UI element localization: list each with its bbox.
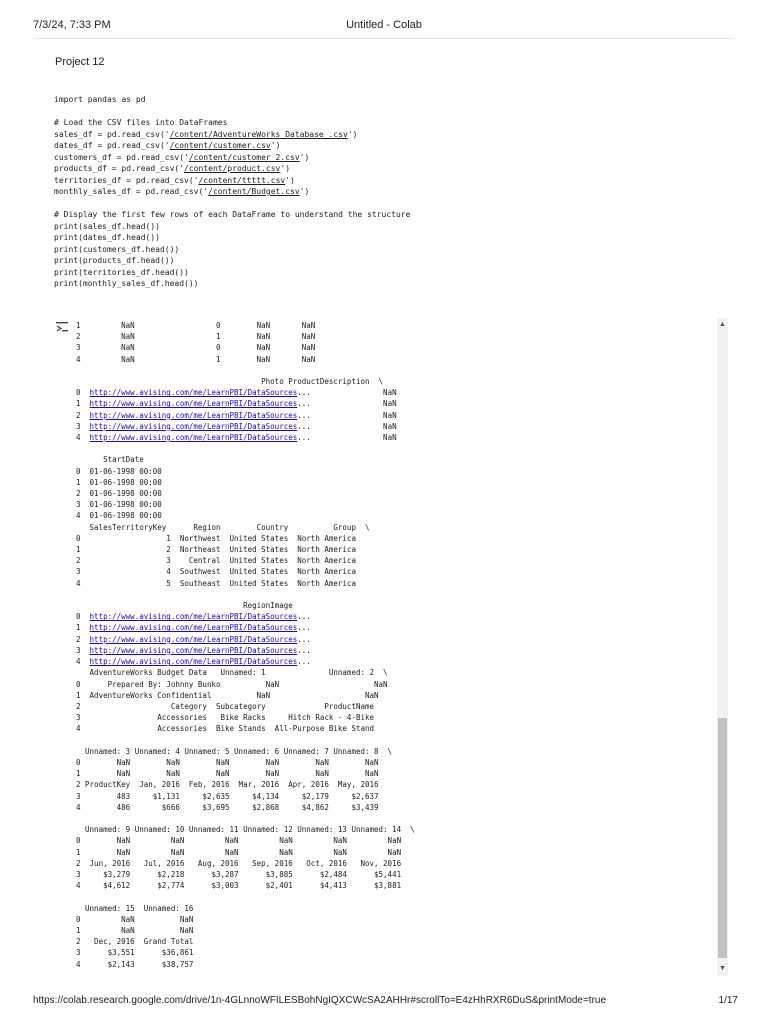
output-scrollbar[interactable] xyxy=(717,318,728,976)
region-link[interactable]: http://www.avising.com/me/LearnPBI/DataSources xyxy=(89,612,298,622)
csv-path: /content/product.csv xyxy=(184,164,281,173)
csv-path: /content/customer.csv xyxy=(169,141,271,150)
photo-link[interactable]: http://www.avising.com/me/LearnPBI/DataSources xyxy=(89,421,298,431)
photo-header: Photo ProductDescription \ xyxy=(76,377,384,387)
code-print-line: print(products_df.head()) xyxy=(54,256,175,265)
code-comment-display: # Display the first few rows of each DataFrame to understand the structure xyxy=(54,210,411,219)
print-page-number: 1/17 xyxy=(718,995,738,1006)
cell-output: 1 NaN 0 NaN NaN 2 NaN 1 NaN NaN 3 NaN 0 NaN NaN 4 NaN 1 NaN NaN Photo ProductDescription \ 0 http://www.avising.com/me/LearnPBI/DataSources... NaN 1 http://www.avising.com/me/LearnPBI/DataSources... NaN 2 http://www.avising.com/me/LearnPBI/DataSources... NaN 3 http://www.avising.com/me/LearnPBI/DataSources... NaN 4 http://www.avising.com/me/LearnPBI/DataSources... NaN StartDate 0 01-06-1998 00:00 1 01-06-1998 00:00 2 01-06-1998 00:00 3 01-06-1998 00:00 4 01-06-1998 00:00 SalesTerritoryKey Region Country Group \ 0 1 Northwest United States North America 1 2 Northeast United States North America 2 3 Central United States North America 3 4 Southwest United States North America 4 5 Southeast United States North America RegionImage 0 http://www.avising.com/me/LearnPBI/DataSources... 1 http://www.avising.com/me/LearnPBI/DataSources... 2 http://www.avising.com/me/LearnPBI/DataSources... 3 http://www.avising.com/me/LearnPBI/DataSources... 4 http://www.avising.com/me/LearnPBI/DataSources... AdventureWorks Budget Data Unnamed: 1 Unnamed: 2 \ 0 Prepared By: Johnny Bunko NaN NaN 1 AdventureWorks Confidential NaN NaN 2 Category Subcategory ProductName 3 Accessories Bike Racks Hitch Rack - 4-Bike 4 Accessories Bike Stands All-Purpose Bike Stand Unnamed: 3 Unnamed: 4 Unnamed: 5 Unnamed: 6 Unnamed: 7 Unnamed: 8 \ 0 NaN NaN NaN NaN NaN NaN 1 NaN NaN NaN NaN NaN NaN 2 ProductKey Jan, 2016 Feb, 2016 Mar, 2016 Apr, 2016 May, 2016 3 483 $1,131 $2,635 $4,134 $2,179 $2,637 4 486 $666 $3,695 $2,868 $4,862 $3,439 Unnamed: 9 Unnamed: 10 Unnamed: 11 Unnamed: 12 Unnamed: 13 Unnamed: 14 \ 0 NaN NaN NaN NaN NaN NaN 1 NaN NaN NaN NaN NaN NaN 2 Jun, 2016 Jul, 2016 Aug, 2016 Sep, 2016 Oct, 2016 Nov, 2016 3 $3,279 $2,218 $3,287 $3,885 $2,484 $5,441 4 $4,612 $2,774 $3,003 $2,401 $4,413 $3,881 Unnamed: 15 Unnamed: 16 0 NaN NaN 1 NaN NaN 2 Dec, 2016 Grand Total 3 $3,551 $36,861 4 $2,143 $38,757 xyxy=(76,321,415,969)
csv-path: /content/AdventureWorks_Database_.csv xyxy=(169,129,348,139)
code-print-line: print(territories_df.head()) xyxy=(54,267,189,277)
budget-table: AdventureWorks Budget Data Unnamed: 1 Unnamed: 2 \ 0 Prepared By: Johnny Bunko NaN NaN 1 AdventureWorks Confidential NaN NaN 2 Category Subcategory ProductName 3 Accessories Bike Racks Hitch Rack - 4-Bike 4 Accessories Bike Stands All-Purpose Bike Stand Unnamed: 3 Unnamed: 4 Unnamed: 5 Unnamed: 6 Unnamed: 7 Unnamed: 8 \ 0 NaN NaN NaN NaN NaN NaN 1 NaN NaN NaN NaN NaN NaN 2 ProductKey Jan, 2016 Feb, 2016 Mar, 2016 Apr, 2016 May, 2016 3 483 $1,131 $2,635 $4,134 $2,179 $2,637 4 486 $666 $3,695 $2,868 $4,862 $3,439 Unnamed: 9 Unnamed: 10 Unnamed: 11 Unnamed: 12 Unnamed: 13 Unnamed: 14 \ 0 NaN NaN NaN NaN NaN NaN 1 NaN NaN NaN NaN NaN NaN 2 Jun, 2016 Jul, 2016 Aug, 2016 Sep, 2016 Oct, 2016 Nov, 2016 3 $3,279 $2,218 $3,287 $3,885 $2,484 $5,441 4 $4,612 $2,774 $3,003 $2,401 $4,413 $3,881 Unnamed: 15 Unnamed: 16 0 NaN NaN 1 NaN NaN 2 Dec, 2016 Grand Total 3 $3,551 $36,861 4 $2,143 $38,757 xyxy=(76,668,415,969)
code-comment-load: # Load the CSV files into DataFrames xyxy=(54,118,228,127)
code-cell[interactable] xyxy=(54,94,410,290)
code-load-line: monthly_sales_df = pd.read_csv('/content/Budget.csv') xyxy=(54,187,310,196)
csv-path: /content/ttttt.csv xyxy=(198,175,286,185)
header-divider xyxy=(34,38,734,39)
print-datetime: 7/3/24, 7:33 PM xyxy=(33,19,111,31)
scroll-down-icon[interactable]: ▼ xyxy=(719,965,726,972)
output-row: 3 NaN 0 NaN NaN xyxy=(76,343,316,353)
output-row: 4 NaN 1 NaN NaN xyxy=(76,354,316,364)
territory-table: SalesTerritoryKey Region Country Group \ 0 1 Northwest United States North America 1 2 Northeast United States North America 2 3 Central United States North America 3 4 Southwest United States North America 4 5 Southeast United States North America xyxy=(76,522,370,588)
print-page-title: Untitled - Colab xyxy=(346,19,422,31)
code-load-line: customers_df = pd.read_csv('/content/customer_2.csv') xyxy=(54,152,310,162)
code-load-line: sales_df = pd.read_csv('/content/AdventureWorks_Database_.csv') xyxy=(54,129,358,139)
region-link[interactable]: http://www.avising.com/me/LearnPBI/DataSources xyxy=(89,657,298,667)
photo-link[interactable]: http://www.avising.com/me/LearnPBI/DataSources xyxy=(89,410,298,420)
notebook-cell-title: Project 12 xyxy=(55,56,105,68)
output-toggle-icon[interactable] xyxy=(55,320,69,334)
code-import-line: import pandas as pd xyxy=(54,95,146,104)
region-link[interactable]: http://www.avising.com/me/LearnPBI/DataSources xyxy=(89,623,298,633)
csv-path: /content/customer_2.csv xyxy=(188,152,300,162)
region-link[interactable]: http://www.avising.com/me/LearnPBI/DataSources xyxy=(89,634,298,644)
photo-link[interactable]: http://www.avising.com/me/LearnPBI/DataSources xyxy=(89,399,298,409)
scrollbar-thumb[interactable] xyxy=(718,718,727,958)
regionimage-header: RegionImage xyxy=(76,601,293,611)
scroll-up-icon[interactable]: ▲ xyxy=(719,321,726,328)
region-link[interactable]: http://www.avising.com/me/LearnPBI/DataSources xyxy=(89,645,298,655)
startdate-table: StartDate 0 01-06-1998 00:00 1 01-06-1998 00:00 2 01-06-1998 00:00 3 01-06-1998 00:00 4 01-06-1998 00:00 xyxy=(76,455,162,521)
photo-link[interactable]: http://www.avising.com/me/LearnPBI/DataSources xyxy=(89,433,298,443)
code-print-line: print(dates_df.head()) xyxy=(54,233,160,242)
photo-link[interactable]: http://www.avising.com/me/LearnPBI/DataSources xyxy=(89,388,298,398)
code-load-line: products_df = pd.read_csv('/content/product.csv') xyxy=(54,164,291,173)
csv-path: /content/Budget.csv xyxy=(208,187,300,196)
print-footer-url: https://colab.research.google.com/drive/1n-4GLnnoWFILESBohNgIQXCWcSA2AHHr#scrollTo=E4zHhRXR6DuS&printMode=true xyxy=(33,995,607,1006)
output-row: 2 NaN 1 NaN NaN xyxy=(76,332,316,342)
code-print-line: print(customers_df.head()) xyxy=(54,244,180,254)
code-load-line: dates_df = pd.read_csv('/content/customer.csv') xyxy=(54,141,281,150)
code-print-line: print(sales_df.head()) xyxy=(54,221,160,231)
code-print-line: print(monthly_sales_df.head()) xyxy=(54,279,199,288)
code-load-line: territories_df = pd.read_csv('/content/ttttt.csv') xyxy=(54,175,295,185)
output-row: 1 NaN 0 NaN NaN xyxy=(76,321,316,330)
